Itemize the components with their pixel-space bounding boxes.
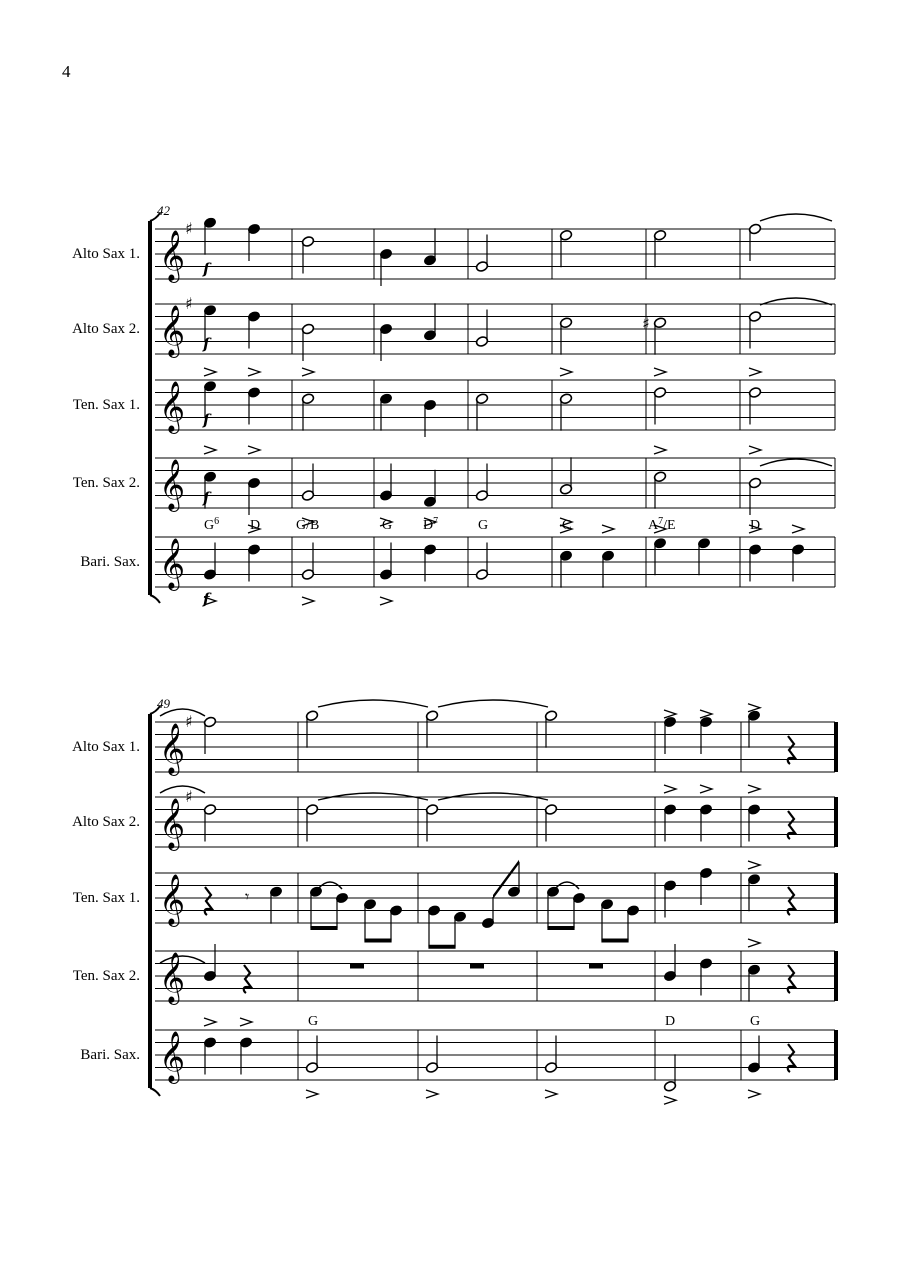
- accent-mark: [664, 785, 676, 793]
- accent-mark: [749, 446, 761, 454]
- accent-mark: [248, 446, 260, 454]
- chord-symbol: G: [308, 1014, 319, 1029]
- part-label: Ten. Sax 2.: [72, 968, 140, 984]
- part-label: Alto Sax 2.: [72, 321, 140, 337]
- dynamic-marking: f: [203, 260, 210, 278]
- accent-mark: [204, 368, 216, 376]
- chord-symbol: D: [750, 518, 761, 533]
- accent-mark: [748, 704, 760, 712]
- accent-mark: [654, 446, 666, 454]
- accent-mark: [426, 1090, 438, 1098]
- part-label: Ten. Sax 1.: [72, 397, 140, 413]
- accent-mark: [302, 368, 314, 376]
- part-label: Alto Sax 1.: [72, 739, 140, 755]
- system-bracket: [150, 1088, 160, 1096]
- treble-clef-icon: 𝄞: [159, 305, 186, 356]
- beam: [547, 926, 574, 930]
- accent-mark: [748, 861, 760, 869]
- whole-rest: [589, 964, 603, 969]
- tie: [438, 700, 548, 707]
- accent-mark: [380, 597, 392, 605]
- part-label: Alto Sax 2.: [72, 814, 140, 830]
- sharp-icon: ♯: [185, 787, 193, 806]
- treble-clef-icon: 𝄞: [159, 952, 186, 1003]
- treble-clef-icon: 𝄞: [159, 230, 186, 281]
- part-label: Bari. Sax.: [80, 1047, 140, 1063]
- eighth-rest: 𝄾: [245, 887, 250, 906]
- system-bracket: [150, 595, 160, 603]
- dynamic-marking: f: [203, 411, 210, 429]
- chord-symbol: C: [562, 518, 572, 533]
- part-label: Bari. Sax.: [80, 554, 140, 570]
- dynamic-marking: f: [203, 335, 210, 353]
- accent-mark: [545, 1090, 557, 1098]
- final-barline: [834, 951, 838, 1001]
- accent-mark: [700, 785, 712, 793]
- system-2: [72, 696, 838, 1096]
- dynamic-marking: f: [203, 590, 210, 608]
- dynamic-marking: f: [203, 489, 210, 507]
- chord-bass: /E: [663, 518, 676, 533]
- final-barline: [834, 873, 838, 923]
- sharp-icon: ♯: [185, 219, 193, 238]
- part-label: Ten. Sax 2.: [72, 475, 140, 491]
- treble-clef-icon: 𝄞: [159, 798, 186, 849]
- accent-mark: [749, 368, 761, 376]
- tie: [760, 214, 832, 221]
- beam: [428, 945, 455, 949]
- beam: [601, 939, 628, 943]
- accent-mark: [240, 1018, 252, 1026]
- sharp-icon: ♯: [642, 313, 650, 333]
- chord-symbol: G: [750, 1014, 761, 1029]
- accent-mark: [748, 785, 760, 793]
- accent-mark: [204, 446, 216, 454]
- accent-mark: [204, 1018, 216, 1026]
- accent-mark: [302, 597, 314, 605]
- accent-mark: [664, 710, 676, 718]
- final-barline: [834, 797, 838, 847]
- treble-clef-icon: 𝄞: [159, 723, 186, 774]
- beam: [310, 926, 337, 930]
- accent-mark: [654, 368, 666, 376]
- part-label: Alto Sax 1.: [72, 246, 140, 262]
- measure-number: 42: [157, 203, 170, 218]
- chord-superscript: 7: [433, 515, 439, 527]
- treble-clef-icon: 𝄞: [159, 1031, 186, 1082]
- sharp-icon: ♯: [185, 712, 193, 731]
- accent-mark: [748, 1090, 760, 1098]
- system-2-notes: [160, 700, 795, 1104]
- accent-mark: [602, 525, 614, 533]
- system-1-notes: [202, 214, 832, 608]
- sharp-icon: ♯: [185, 294, 193, 313]
- beam: [364, 939, 391, 943]
- accent-mark: [792, 525, 804, 533]
- accent-mark: [700, 710, 712, 718]
- accent-mark: [248, 368, 260, 376]
- final-barline: [834, 722, 838, 772]
- page-number: 4: [62, 62, 71, 81]
- chord-superscript: 7: [658, 515, 664, 527]
- chord-symbol: G/B: [296, 518, 320, 533]
- part-label: Ten. Sax 1.: [72, 890, 140, 906]
- accent-mark: [664, 1096, 676, 1104]
- tie: [760, 459, 832, 466]
- accent-mark: [560, 368, 572, 376]
- final-barline: [834, 1030, 838, 1080]
- whole-rest: [350, 964, 364, 969]
- chord-symbol: G: [382, 518, 393, 533]
- chord-symbol: G: [478, 518, 489, 533]
- measure-number: 49: [157, 696, 170, 711]
- chord-superscript: 6: [214, 515, 220, 527]
- tie: [160, 786, 205, 793]
- system-1: [72, 203, 835, 603]
- treble-clef-icon: 𝄞: [159, 381, 186, 432]
- treble-clef-icon: 𝄞: [159, 459, 186, 510]
- accent-mark: [748, 939, 760, 947]
- chord-symbol: D: [665, 1014, 676, 1029]
- treble-clef-icon: 𝄞: [159, 538, 186, 589]
- chord-symbol: D: [250, 518, 261, 533]
- whole-rest: [470, 964, 484, 969]
- chord-symbol: $G^6$: [204, 515, 220, 533]
- tie: [318, 700, 428, 707]
- treble-clef-icon: 𝄞: [159, 874, 186, 925]
- chord-symbol: $D^7$: [423, 515, 439, 533]
- chord-symbol: $A^7/E$: [648, 515, 676, 533]
- accent-mark: [306, 1090, 318, 1098]
